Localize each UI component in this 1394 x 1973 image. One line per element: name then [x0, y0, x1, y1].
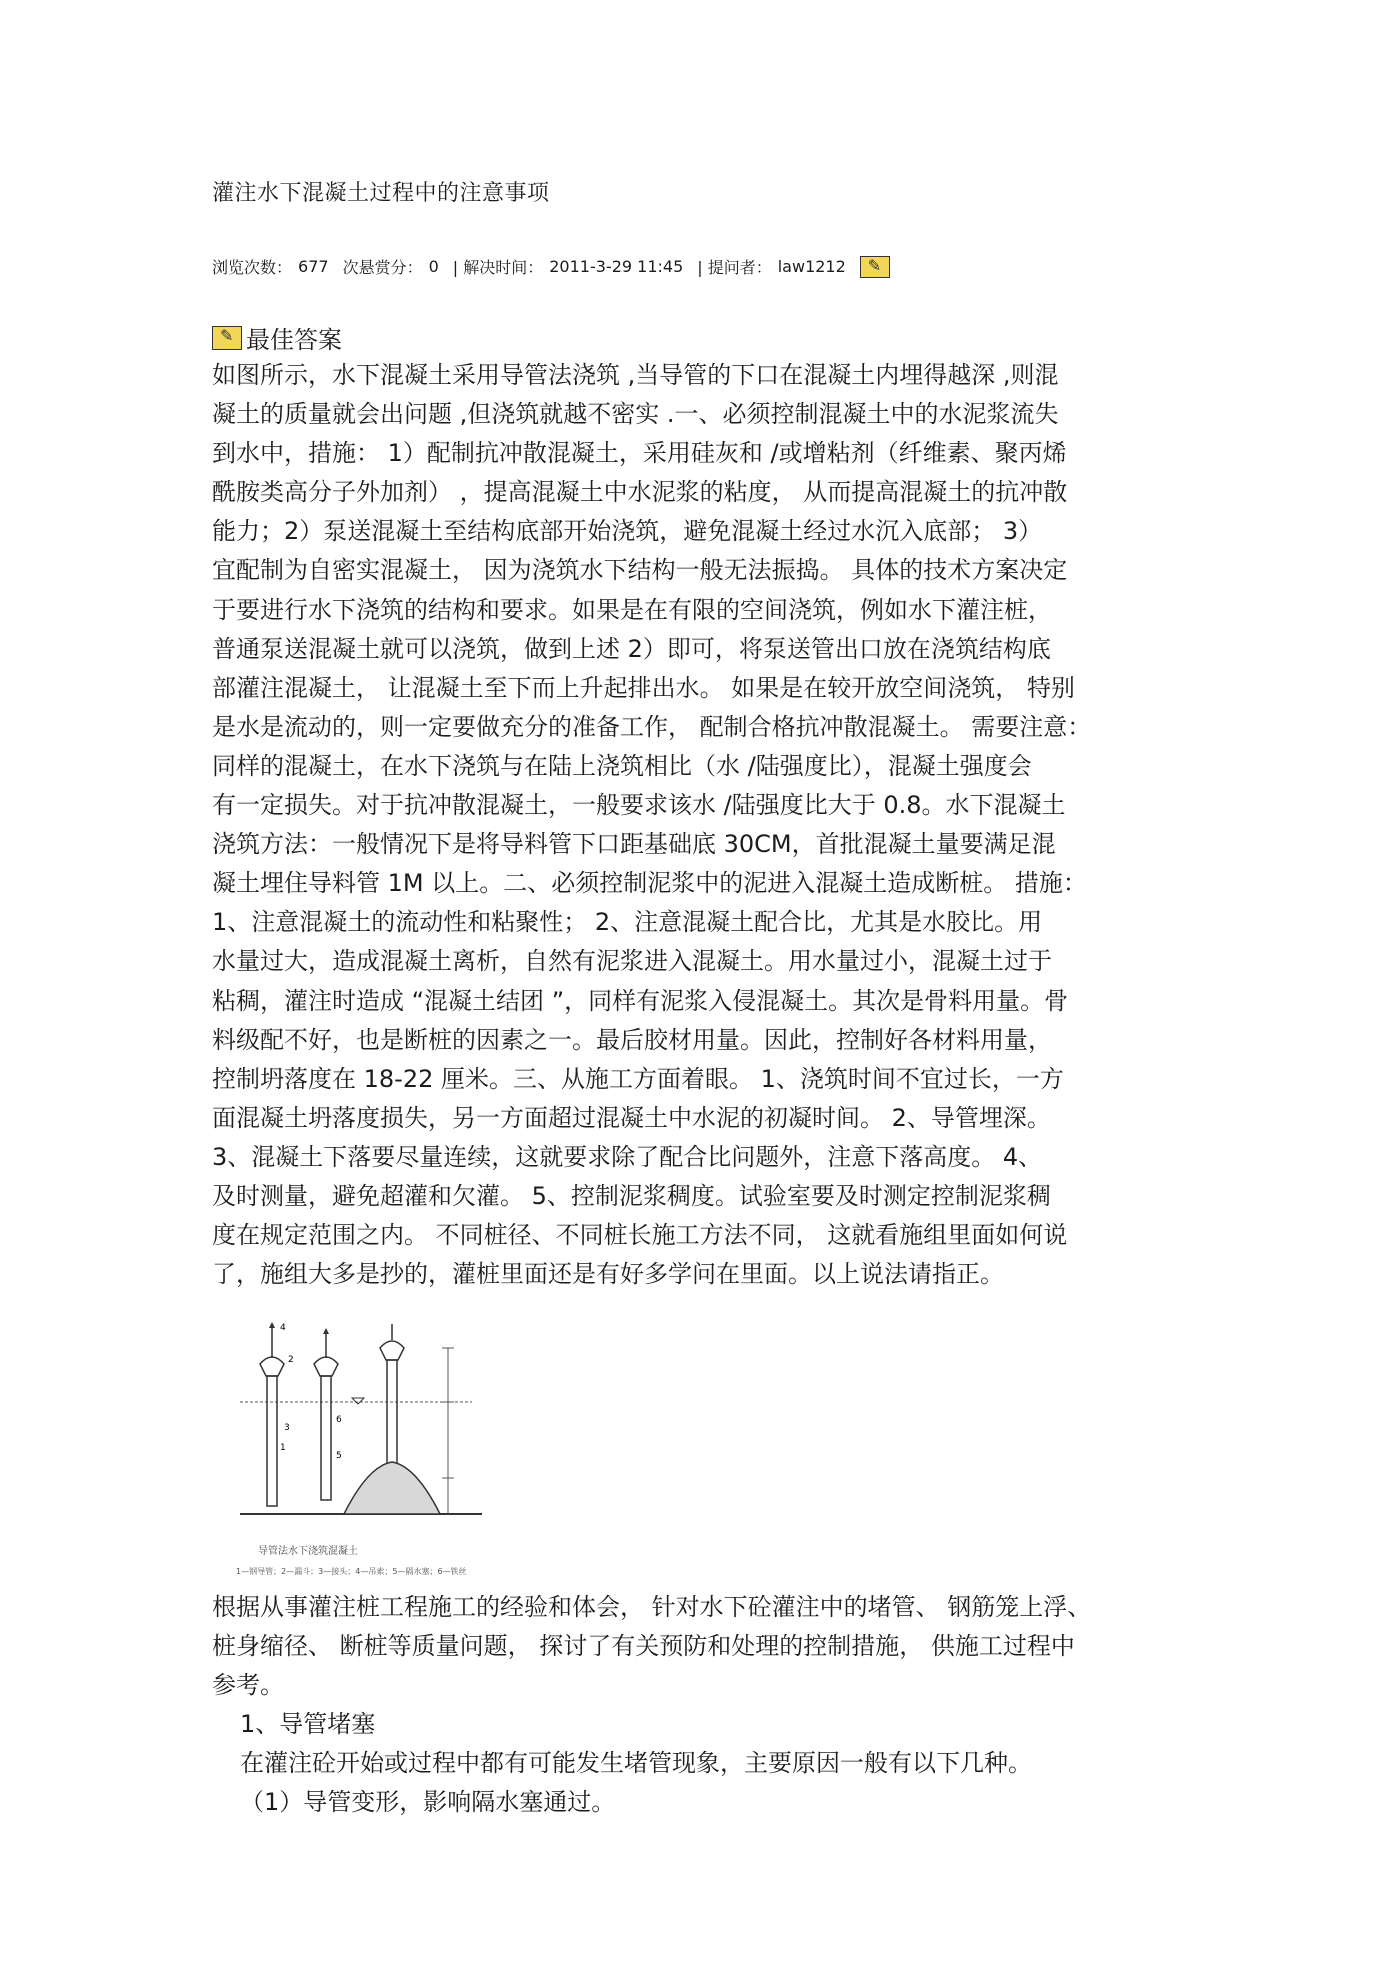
answer-line: 是水是流动的，则一定要做充分的准备工作， 配制合格抗冲散混凝土。 需要注意： [212, 712, 1092, 741]
label-4: 4 [280, 1323, 286, 1333]
asker-label: | 提问者： [697, 258, 772, 277]
answer-line: 控制坍落度在 18-22 厘米。三、从施工方面着眼。 1、浇筑时间不宜过长，一方 [212, 1064, 1064, 1093]
section-heading: 1、导管堵塞 [240, 1710, 376, 1739]
answer-line: 浇筑方法：一般情况下是将导料管下口距基础底 30CM，首批混凝土量要满足混 [212, 830, 1056, 859]
answer-line: 到水中，措施： 1）配制抗冲散混凝土，采用硅灰和 /或增粘剂（纤维素、聚丙烯 [212, 439, 1067, 468]
answer-line: 部灌注混凝土， 让混凝土至下而上升起排出水。 如果是在较开放空间浇筑， 特别 [212, 673, 1075, 702]
answer-line: 宜配制为自密实混凝土， 因为浇筑水下结构一般无法振捣。 具体的技术方案决定 [212, 556, 1068, 585]
asker-value: law1212 [777, 257, 846, 276]
resolved-label: | 解决时间： [452, 258, 544, 277]
answer-line: 酰胺类高分子外加剂） ，提高混凝土中水泥浆的粘度， 从而提高混凝土的抗冲散 [212, 478, 1068, 507]
answer-line: 水量过大，造成混凝土离析，自然有泥浆进入混凝土。用水量过小，混凝土过于 [212, 947, 1052, 976]
label-3: 3 [284, 1423, 290, 1433]
answer-line: 同样的混凝土，在水下浇筑与在陆上浇筑相比（水 /陆强度比），混凝土强度会 [212, 751, 1032, 780]
answer-line: 凝土的质量就会出问题 ,但浇筑就越不密实 .一、必须控制混凝土中的水泥浆流失 [212, 400, 1059, 429]
answer-line: 度在规定范围之内。 不同桩径、不同桩长施工方法不同， 这就看施组里面如何说 [212, 1221, 1068, 1250]
label-2: 2 [288, 1355, 294, 1365]
answer-line: 有一定损失。对于抗冲散混凝土，一般要求该水 /陆强度比大于 0.8。水下混凝土 [212, 791, 1066, 820]
question-meta [212, 255, 896, 278]
label-1: 1 [280, 1443, 286, 1453]
answer-line: 粘稠，灌注时造成 “混凝土结团 ”，同样有泥浆入侵混凝土。其次是骨料用量。骨 [212, 986, 1069, 1015]
answer-line: 1、注意混凝土的流动性和粘聚性； 2、注意混凝土配合比，尤其是水胶比。用 [212, 908, 1043, 937]
label-5: 5 [336, 1451, 342, 1461]
pipe-1 [267, 1376, 277, 1506]
answer-line: 面混凝土坍落度损失，另一方面超过混凝土中水泥的初凝时间。 2、导管埋深。 [212, 1103, 1051, 1132]
paragraph-line: 参考。 [212, 1671, 284, 1700]
hopper-3 [380, 1341, 404, 1360]
answer-body [212, 356, 1192, 1294]
page-title: 灌注水下混凝土过程中的注意事项 [212, 181, 550, 206]
paragraph-line: 桩身缩径、 断桩等质量问题， 探讨了有关预防和处理的控制措施， 供施工过程中 [212, 1632, 1075, 1661]
pipe-2 [321, 1376, 331, 1500]
figure-caption: 导管法水下浇筑混凝土 [258, 1546, 358, 1557]
answer-line: 了，施组大多是抄的，灌桩里面还是有好多学问在里面。以上说法请指正。 [212, 1260, 1004, 1289]
views-value: 677 [298, 257, 329, 276]
reward-value: 0 [428, 257, 439, 276]
answer-line: 凝土埋住导料管 1M 以上。二、必须控制泥浆中的泥进入混凝土造成断桩。 措施： [212, 869, 1087, 898]
answer-line: 料级配不好，也是断桩的因素之一。最后胶材用量。因此，控制好各材料用量， [212, 1025, 1052, 1054]
views-label: 浏览次数： [212, 258, 293, 277]
hopper-2 [314, 1357, 338, 1376]
section-line: （1）导管变形，影响隔水塞通过。 [240, 1788, 616, 1817]
resolved-value: 2011-3-29 11:45 [549, 257, 684, 276]
concrete-mound [344, 1462, 440, 1514]
best-answer-label: 最佳答案 [246, 326, 342, 354]
answer-line: 3、混凝土下落要尽量连续，这就要求除了配合比问题外，注意下落高度。 4、 [212, 1142, 1043, 1171]
answer-line: 能力；2）泵送混凝土至结构底部开始浇筑，避免混凝土经过水沉入底部； 3） [212, 517, 1043, 546]
pencil-badge-icon [860, 256, 890, 278]
best-answer-heading [212, 320, 342, 355]
answer-line: 普通泵送混凝土就可以浇筑，做到上述 2）即可，将泵送管出口放在浇筑结构底 [212, 634, 1051, 663]
section-line: 在灌注砼开始或过程中都有可能发生堵管现象，主要原因一般有以下几种。 [240, 1749, 1032, 1778]
paragraph-line: 根据从事灌注桩工程施工的经验和体会， 针对水下砼灌注中的堵管、 钢筋笼上浮、 [212, 1593, 1092, 1621]
figure-legend: 1—钢导管；2—漏斗；3—接头；4—吊索；5—隔水塞；6—铁丝 [236, 1567, 467, 1576]
hopper-1 [260, 1357, 284, 1376]
answer-line: 于要进行水下浇筑的结构和要求。如果是在有限的空间浇筑，例如水下灌注桩， [212, 595, 1052, 624]
reward-label: 次悬赏分： [342, 258, 423, 277]
answer-line: 如图所示，水下混凝土采用导管法浇筑 ,当导管的下口在混凝土内埋得越深 ,则混 [212, 361, 1059, 389]
pencil-badge-icon [212, 326, 242, 350]
answer-line: 及时测量，避免超灌和欠灌。 5、控制泥浆稠度。试验室要及时测定控制泥浆稠 [212, 1181, 1051, 1210]
tremie-pipe-diagram [236, 1318, 536, 1580]
label-6: 6 [336, 1415, 342, 1425]
water-level-icon [352, 1398, 364, 1404]
article-continuation [212, 1588, 1192, 1823]
pipe-3 [387, 1360, 397, 1476]
